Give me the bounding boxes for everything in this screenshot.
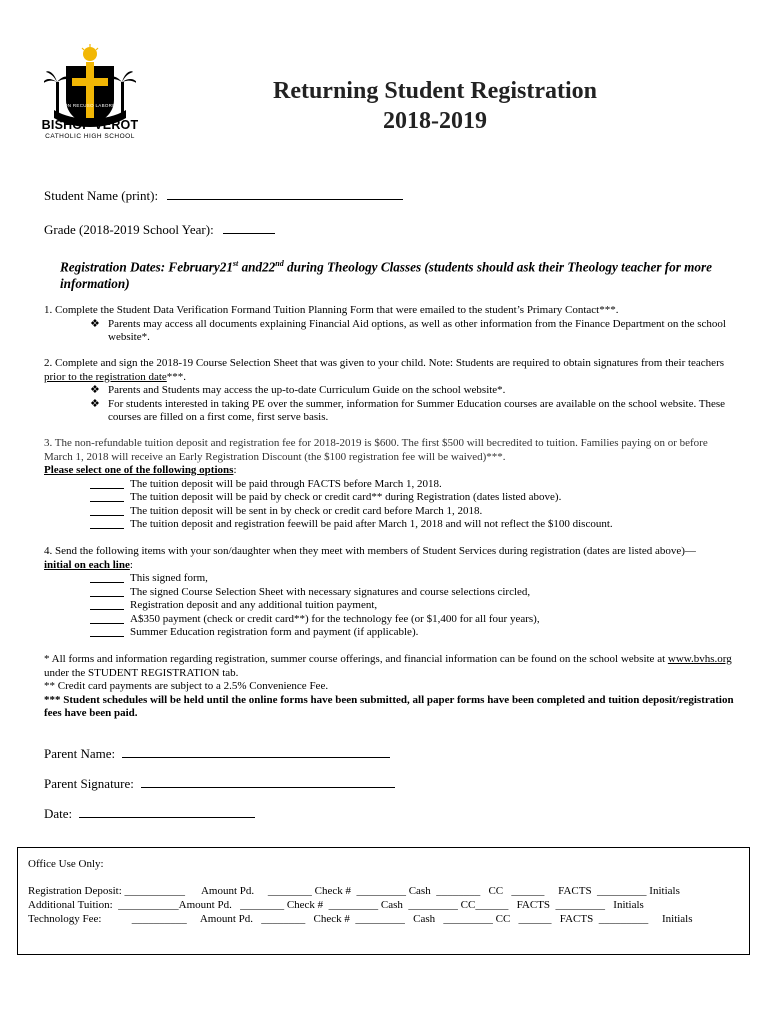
send-item-text: Registration deposit and any additional tuition payment, (130, 599, 378, 611)
parent-name-label: Parent Name: (44, 746, 116, 761)
section-2-text-a: 2. Complete and sign the 2018-19 Course Selection Sheet that was given to your child. Note: Students are required to obtain signatures from their teachers (44, 357, 725, 369)
section-2 (44, 357, 734, 425)
date-field[interactable] (79, 806, 255, 818)
section-4 (44, 545, 734, 640)
reg-dates-text-2: and22 (238, 259, 276, 275)
date-label: Date: (44, 806, 73, 821)
parent-signature-row (44, 776, 395, 791)
note-1 (44, 653, 734, 680)
office-row-additional-tuition: Additional Tuition: ___________Amount Pd. ________ Check # _________ Cash _________ CC______ FACTS _________ Initials (28, 899, 644, 911)
parent-signature-field[interactable] (141, 776, 395, 788)
section-3 (44, 437, 734, 532)
section-1-text: 1. Complete the Student Data Verification Formand Tuition Planning Form that were emailed to the student’s Primary Contact***. (44, 304, 619, 316)
initial-colon: : (129, 558, 133, 571)
reg-dates-text-1: Registration Dates: February21 (60, 259, 233, 275)
section-2-bullet-1 (90, 384, 734, 398)
send-item-initial-blank[interactable] (90, 599, 124, 610)
section-2-text-underline: prior to the registration date (44, 370, 167, 383)
send-item-initial-blank[interactable] (90, 626, 124, 637)
reg-dates-sup-1: st (232, 259, 239, 268)
section-1-bullet (90, 318, 734, 345)
student-name-field[interactable] (167, 188, 403, 200)
tuition-option-row (90, 518, 734, 532)
section-2-text (44, 357, 734, 384)
note-2: ** Credit card payments are subject to a 2.5% Convenience Fee. (44, 680, 329, 692)
note-1-text: * All forms and information regarding registration, summer course offerings, and financial information can be found on the school website at (44, 653, 668, 665)
grade-row (44, 222, 275, 237)
tuition-options (44, 478, 734, 532)
parent-name-field[interactable] (122, 746, 390, 758)
tuition-option-text: The tuition deposit and registration feewill be paid after March 1, 2018 and will not reflect the $100 discount. (130, 518, 613, 530)
select-options-label: Please select one of the following options (44, 464, 234, 476)
school-subtitle: CATHOLIC HIGH SCHOOL (45, 133, 135, 140)
send-item-row (90, 586, 734, 600)
school-name: BISHOP VEROT (41, 118, 139, 132)
select-options-colon: : (233, 464, 237, 476)
tuition-option-row (90, 478, 734, 492)
reg-dates-sup-2: nd (275, 259, 284, 268)
section-1 (44, 304, 734, 345)
tuition-option-initial-blank[interactable] (90, 505, 124, 516)
parent-name-row (44, 746, 390, 761)
notes (44, 653, 734, 721)
student-name-row (44, 188, 403, 203)
tuition-option-initial-blank[interactable] (90, 478, 124, 489)
reg-dates-text-3: during Theology Classes (students should ask their Theology teacher for more information) (60, 259, 712, 292)
office-row-technology-fee: Technology Fee: __________ Amount Pd. ________ Check # _________ Cash _________ CC ______ FACTS _________ Initials (28, 913, 693, 925)
send-item-text: This signed form, (130, 572, 208, 584)
grade-label: Grade (2018-2019 School Year): (44, 222, 214, 237)
seal-banner-text: NON RECUSO LABOREM (60, 103, 120, 108)
office-row-registration-deposit: Registration Deposit: ___________ Amount Pd. ________ Check # _________ Cash ________ CC ______ FACTS _________ Initials (28, 885, 680, 897)
section-2-bullet-1-text: Parents and Students may access the up-to-date Curriculum Guide on the school website*. (108, 384, 506, 396)
diamond-bullet-icon: ❖ (90, 384, 100, 396)
send-item-row (90, 572, 734, 586)
section-1-bullet-text: Parents may access all documents explaining Financial Aid options, as well as other information from the Finance Department on the school website*. (108, 317, 726, 343)
diamond-bullet-icon: ❖ (90, 317, 100, 330)
note-3: *** Student schedules will be held until the online forms have been submitted, all paper forms have been completed and tuition deposit/registration fees have been paid. (44, 693, 734, 719)
registration-dates (60, 255, 740, 292)
send-item-initial-blank[interactable] (90, 586, 124, 597)
section-2-bullet-2 (90, 398, 734, 425)
note-1-text-b: under the STUDENT REGISTRATION tab. (44, 666, 239, 679)
tuition-option-initial-blank[interactable] (90, 491, 124, 502)
items-to-send (44, 572, 734, 640)
office-use-box (17, 847, 750, 955)
title-line-2: 2018-2019 (383, 108, 487, 134)
send-item-text: A$350 payment (check or credit card**) for the technology fee (or $1,400 for all four years), (130, 612, 540, 625)
grade-field[interactable] (223, 222, 275, 234)
initial-label: initial on each line (44, 558, 130, 571)
section-3-text: 3. The non-refundable tuition deposit and registration fee for 2018-2019 is $600. The first $500 will becredited to tuition. Families paying on or before March 1, 2018 will receive an Early Registration Discount (the $100 registration fee will be waived)***. (44, 437, 708, 463)
send-item-text: The signed Course Selection Sheet with necessary signatures and course selections circled, (130, 585, 531, 598)
page-title (160, 76, 710, 136)
send-item-text: Summer Education registration form and payment (if applicable). (130, 626, 419, 638)
send-item-row (90, 599, 734, 613)
section-3-select-label (44, 464, 734, 478)
title-line-1: Returning Student Registration (272, 78, 597, 104)
send-item-initial-blank[interactable] (90, 572, 124, 583)
student-name-label: Student Name (print): (44, 188, 159, 203)
send-item-row (90, 613, 734, 627)
send-item-row (90, 626, 734, 640)
website-link[interactable]: www.bvhs.org (667, 653, 732, 665)
section-4-text: 4. Send the following items with your son/daughter when they meet with members of Student Services during registration (dates are listed above)— (44, 545, 696, 557)
tuition-option-text: The tuition deposit will be paid by check or credit card** during Registration (dates listed above). (130, 491, 562, 503)
tuition-option-initial-blank[interactable] (90, 518, 124, 529)
section-2-text-b: ***. (166, 370, 187, 383)
office-use-title: Office Use Only: (28, 858, 104, 870)
parent-signature-label: Parent Signature: (44, 776, 134, 791)
tuition-option-row (90, 491, 734, 505)
tuition-option-text: The tuition deposit will be paid through FACTS before March 1, 2018. (130, 477, 442, 490)
date-row (44, 806, 255, 821)
send-item-initial-blank[interactable] (90, 613, 124, 624)
diamond-bullet-icon: ❖ (90, 397, 100, 410)
tuition-option-row (90, 505, 734, 519)
section-4-initial-label (44, 559, 734, 573)
tuition-option-text: The tuition deposit will be sent in by check or credit card before March 1, 2018. (130, 504, 483, 517)
section-2-bullet-2-text: For students interested in taking PE over the summer, information for Summer Education courses are available on the school website. These courses are filled on a first come, first serve basis. (108, 397, 726, 423)
